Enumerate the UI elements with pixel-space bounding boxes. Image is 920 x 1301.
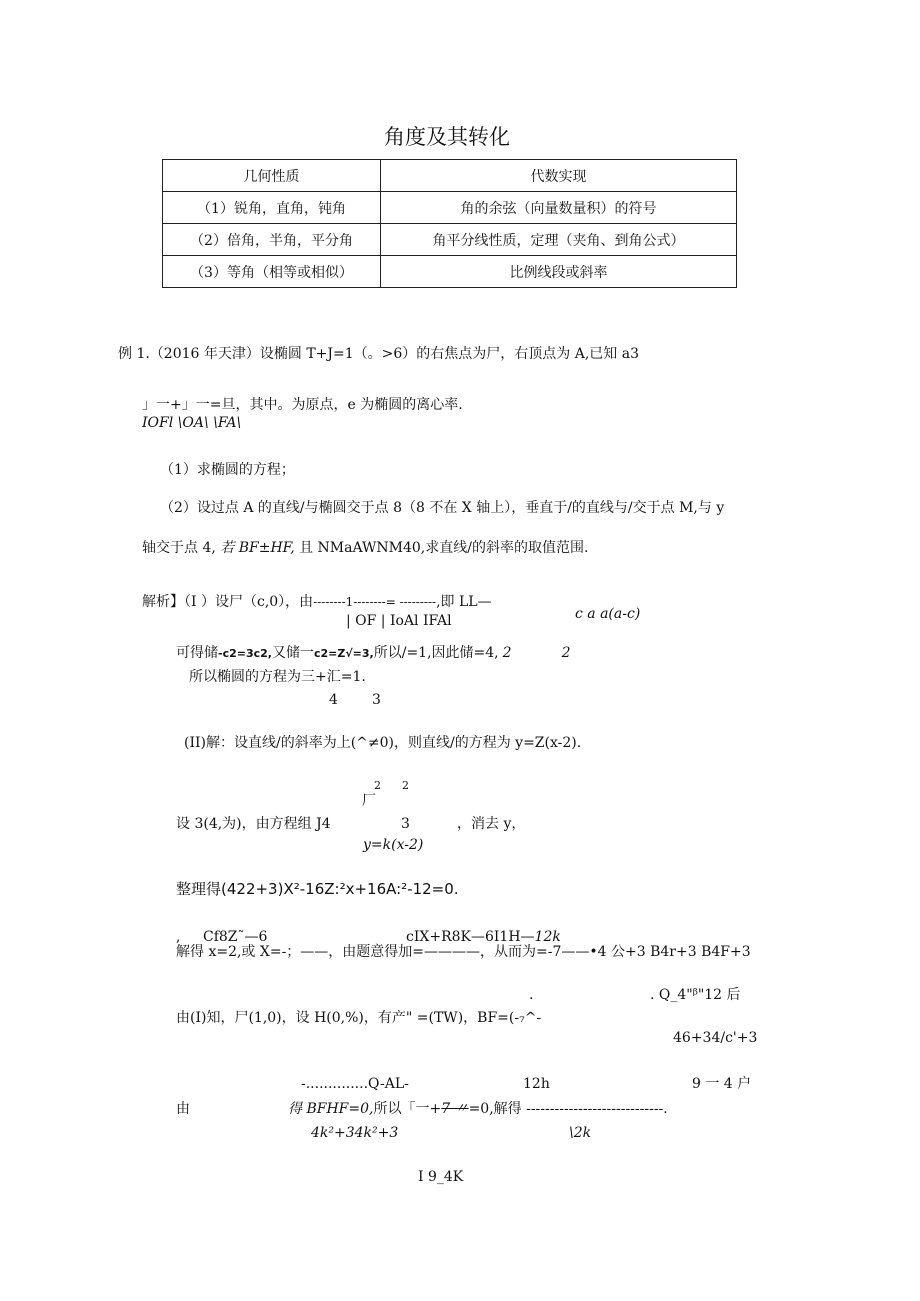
solution-text: 又储一	[271, 645, 314, 661]
solution-line-4: (II)解：设直线/的斜率为上(^≠0)，则直线/的方程为 y=Z(x-2).	[184, 735, 582, 751]
question-2-line-a: （2）设过点 A 的直线/与椭圆交于点 8（8 不在 X 轴上），垂直于/的直线与/交于点 M,与 y	[160, 500, 725, 516]
solution-text: ,即 LL—	[436, 594, 492, 610]
table-row	[163, 256, 737, 288]
solution-line-8-dot: .	[529, 987, 534, 1003]
solution-equation-line: y=k(x-2)	[363, 837, 424, 853]
solution-line-3: 所以椭圆的方程为三+汇=1.	[189, 669, 366, 685]
solution-line-1	[142, 595, 492, 609]
solution-line-9-top2: 12h	[523, 1076, 550, 1092]
solution-math: cIX+R8K—6I1H—	[406, 929, 535, 945]
solution-text: 所以/=1,因此储=4,	[373, 645, 499, 661]
solution-math: c2=Z√=3,	[313, 647, 374, 660]
question-2-prefix: 轴交于点 4,	[142, 540, 216, 556]
question-2-suffix: 且 NMaAWNM40,求直线/的斜率的取值范围.	[299, 540, 589, 556]
solution-text: 解析】（I ）设尸（c,0），由	[142, 594, 314, 610]
solution-fraction-denominator: c a a(a-c)	[575, 606, 641, 622]
solution-math: 2	[561, 645, 571, 661]
solution-math: 得 BFHF=0,	[288, 1101, 374, 1117]
example-line-3: IOFl \OA\ \FA\	[142, 415, 242, 431]
solution-line-9	[288, 1102, 668, 1116]
solution-text: 可得储	[176, 645, 218, 661]
solution-line-9-top: -..............Q-AL-	[301, 1076, 409, 1092]
solution-line-7: 解得 x=2,或 X=-；——，由题意得加=————，从而为=-7——•4 公+3 B4r+3 B4F+3	[176, 944, 751, 960]
solution-eliminate: ，消去 y，	[457, 816, 526, 832]
fraction-bar: --------1--------= ---------	[313, 595, 437, 609]
solution-line-10: I 9_4K	[418, 1169, 464, 1185]
superscript-2: 2	[374, 779, 381, 792]
table-row	[163, 192, 737, 224]
question-2-line-b	[142, 541, 588, 555]
solution-math: 7 〃	[441, 1101, 469, 1117]
example-line-1: 例 1.（2016 年天津）设椭圆 T+J=1（。>6）的右焦点为尸，右顶点为 A,已知 a3	[118, 346, 640, 362]
solution-denominator-4: 4	[329, 692, 338, 708]
table-header-row	[163, 160, 737, 192]
solution-line-9-top3: 9 一 4 户	[692, 1076, 752, 1092]
solution-fraction-labels: | OF | IoAl IFAl	[346, 613, 452, 629]
solution-line-2	[176, 646, 570, 660]
solution-math: 2	[502, 645, 512, 661]
solution-line-7-top: Cf8Z˜—6	[203, 929, 268, 945]
properties-table	[162, 159, 737, 288]
solution-line-7-comma: ,	[176, 929, 181, 945]
table-header-cell: 代数实现	[381, 160, 737, 192]
solution-text: 所以「一+	[373, 1101, 442, 1117]
table-row	[163, 224, 737, 256]
solution-line-9-bottom: 4k²+34k²+3	[311, 1125, 399, 1141]
table-header-cell: 几何性质	[163, 160, 381, 192]
table-cell: 比例线段或斜率	[381, 256, 737, 288]
page-title: 角度及其转化	[384, 125, 510, 149]
table-cell: 角的余弦（向量数量积）的符号	[381, 192, 737, 224]
solution-text: =0,解得 -----------------------------.	[468, 1101, 668, 1117]
table-cell: （1）锐角，直角，钝角	[163, 192, 381, 224]
question-1: （1）求椭圆的方程；	[160, 462, 295, 478]
solution-line-5: 设 3(4,为)，由方程组 J4	[176, 816, 331, 832]
solution-fraction-3: 3	[401, 816, 410, 832]
superscript-2: 2	[402, 779, 409, 792]
table-cell: 角平分线性质，定理（夹角、到角公式）	[381, 224, 737, 256]
table-cell: （3）等角（相等或相似）	[163, 256, 381, 288]
brace-glyph: 厂	[362, 793, 376, 809]
example-line-2: 」一+」一=旦，其中。为原点，e 为椭圆的离心率.	[142, 397, 463, 413]
solution-line-8: 由(I)知，尸(1,0)，设 H(0,%)，有产" =(TW)，BF=(-₇^-	[176, 1010, 542, 1026]
solution-line-7-top2	[406, 930, 561, 944]
solution-math: -c2=3c2,	[218, 647, 272, 660]
question-2-italic: 若 BF±HF,	[220, 540, 295, 556]
solution-denominator-3: 3	[372, 692, 381, 708]
solution-math: 12k	[534, 929, 561, 945]
solution-line-8-sub: 46+34/c'+3	[673, 1030, 758, 1046]
solution-line-8-right: . Q_4"ᵝ"12 后	[650, 987, 741, 1003]
solution-line-9-bottom2: \2k	[569, 1125, 592, 1141]
solution-line-6: 整理得(422+3)X²-16Z:²x+16A:²-12=0.	[176, 880, 459, 898]
table-cell: （2）倍角，半角，平分角	[163, 224, 381, 256]
solution-line-9-you: 由	[176, 1101, 190, 1117]
